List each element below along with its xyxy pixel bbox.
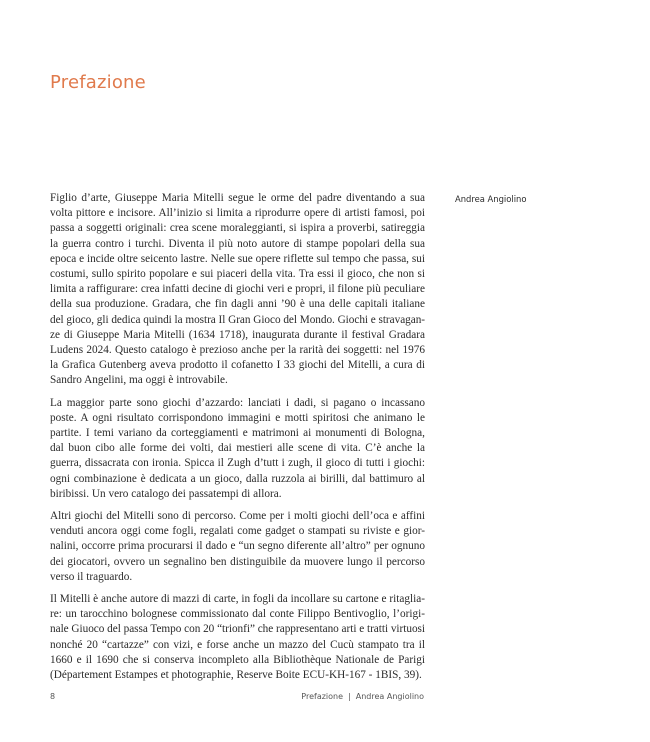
- text-line: della sua produzione. Gradara, che fin dagli anni ’90 è una delle capitali italiane: [50, 298, 425, 311]
- paragraph-2: [50, 396, 425, 502]
- running-footer: [301, 692, 424, 701]
- page-number: 8: [50, 692, 56, 701]
- text-line: nale Giuoco del passa Tempo con 20 “trionfi” che rappresentano arti e tratti virtuosi: [50, 623, 425, 636]
- text-line: volta pittore e incisore. All’inizio si limita a riprodurre opere di artisti famosi, poi: [50, 207, 425, 220]
- text-line: Altri giochi del Mitelli sono di percorso. Come per i molti giochi dell’oca e affini: [50, 510, 425, 523]
- text-line: re: un tarocchino bolognese commissionato dal conte Filippo Bentivoglio, l’origi-: [50, 608, 425, 621]
- text-line: limita a raffigurare: crea infatti decine di giochi veri e propri, il filone più peculiare: [50, 283, 425, 296]
- footer-section: Prefazione: [301, 692, 344, 701]
- text-line: passa a soggetti originali: crea scene moraleggianti, si ispira a proverbi, satireggia: [50, 222, 425, 235]
- author-name: Andrea Angiolino: [455, 194, 527, 204]
- text-line: nonché 20 “cartazze” con vizi, e forse anche un mazzo del Cucù stampato tra il: [50, 638, 425, 651]
- text-line: dal buon cibo alle forme dei volti, dai mestieri alle scene di vita. C’è anche la: [50, 442, 425, 455]
- text-line: partite. I temi variano da corteggiamenti e matrimoni ai monumenti di Bologna,: [50, 427, 425, 440]
- text-line: Sandro Angelini, ma oggi è introvabile.: [50, 374, 228, 387]
- text-line: (Département Estampes et photographie, Reserve Boite ECU-KH-167 - 1BIS, 39).: [50, 669, 422, 682]
- paragraph-4: [50, 592, 425, 683]
- text-line: nalini, occorre prima procurarsi il dado e “un segno diferente all’altro” per ognuno: [50, 540, 425, 553]
- text-line: ogni combinazione è dedicata a un gioco, dalla ruzzola ai birilli, dal battimuro al: [50, 472, 425, 485]
- page-title: Prefazione: [50, 72, 146, 94]
- text-line: dei giocatori, ovvero un segnalino ben distinguibile da muovere lungo il percorso: [50, 555, 425, 568]
- text-line: costumi, sullo spirito popolare e sui piaceri della vita. Tra essi il gioco, che non si: [50, 268, 425, 281]
- paragraph-1: [50, 191, 425, 389]
- text-line: 1660 e il 1690 che si conserva incompleto alla Bibliothèque Nationale de Parigi: [50, 653, 425, 666]
- text-line: biribissi. Un vero catalogo dei passatempi di allora.: [50, 487, 282, 500]
- footer-separator: |: [348, 692, 351, 701]
- text-line: Ludens 2024. Questo catalogo è prezioso anche per la rarità dei soggetti: nel 1976: [50, 344, 425, 357]
- text-line: verso il traguardo.: [50, 570, 133, 583]
- body-text: [50, 191, 425, 683]
- text-line: Il Mitelli è anche autore di mazzi di carte, in fogli da incollare su cartone e ritaglia-: [50, 593, 425, 606]
- text-line: guerra, dissacrata con ironia. Spicca il Zugh d’tutt i zugh, il gioco di tutti i giochi:: [50, 457, 425, 470]
- text-line: epoca e incide oltre seicento lastre. Nelle sue opere riflette sul tempo che passa, sui: [50, 252, 425, 265]
- footer-author: Andrea Angiolino: [355, 692, 424, 701]
- text-line: ze di Giuseppe Maria Mitelli (1634 1718), inaugurata durante il festival Gradara: [50, 328, 425, 341]
- text-line: la guerra contro i turchi. Diventa il più noto autore di stampe popolari della sua: [50, 237, 425, 250]
- text-line: Figlio d’arte, Giuseppe Maria Mitelli segue le orme del padre diventando a sua: [50, 192, 425, 204]
- text-line: del gioco, gli dedica quindi la mostra Il Gran Gioco del Mondo. Giochi e stravagan-: [50, 313, 425, 326]
- text-line: venduti ancora oggi come fogli, regalati come gadget o stampati su riviste e gior-: [50, 525, 425, 538]
- paragraph-3: [50, 509, 425, 585]
- text-line: la Grafica Gutenberg aveva prodotto il cofanetto I 33 giochi del Mitelli, a cura di: [50, 359, 425, 372]
- text-line: La maggior parte sono giochi d’azzardo: lanciati i dadi, si pagano o incassano: [50, 396, 425, 409]
- text-line: poste. A ogni risultato corrispondono immagini e motti spiritosi che animano le: [50, 411, 425, 424]
